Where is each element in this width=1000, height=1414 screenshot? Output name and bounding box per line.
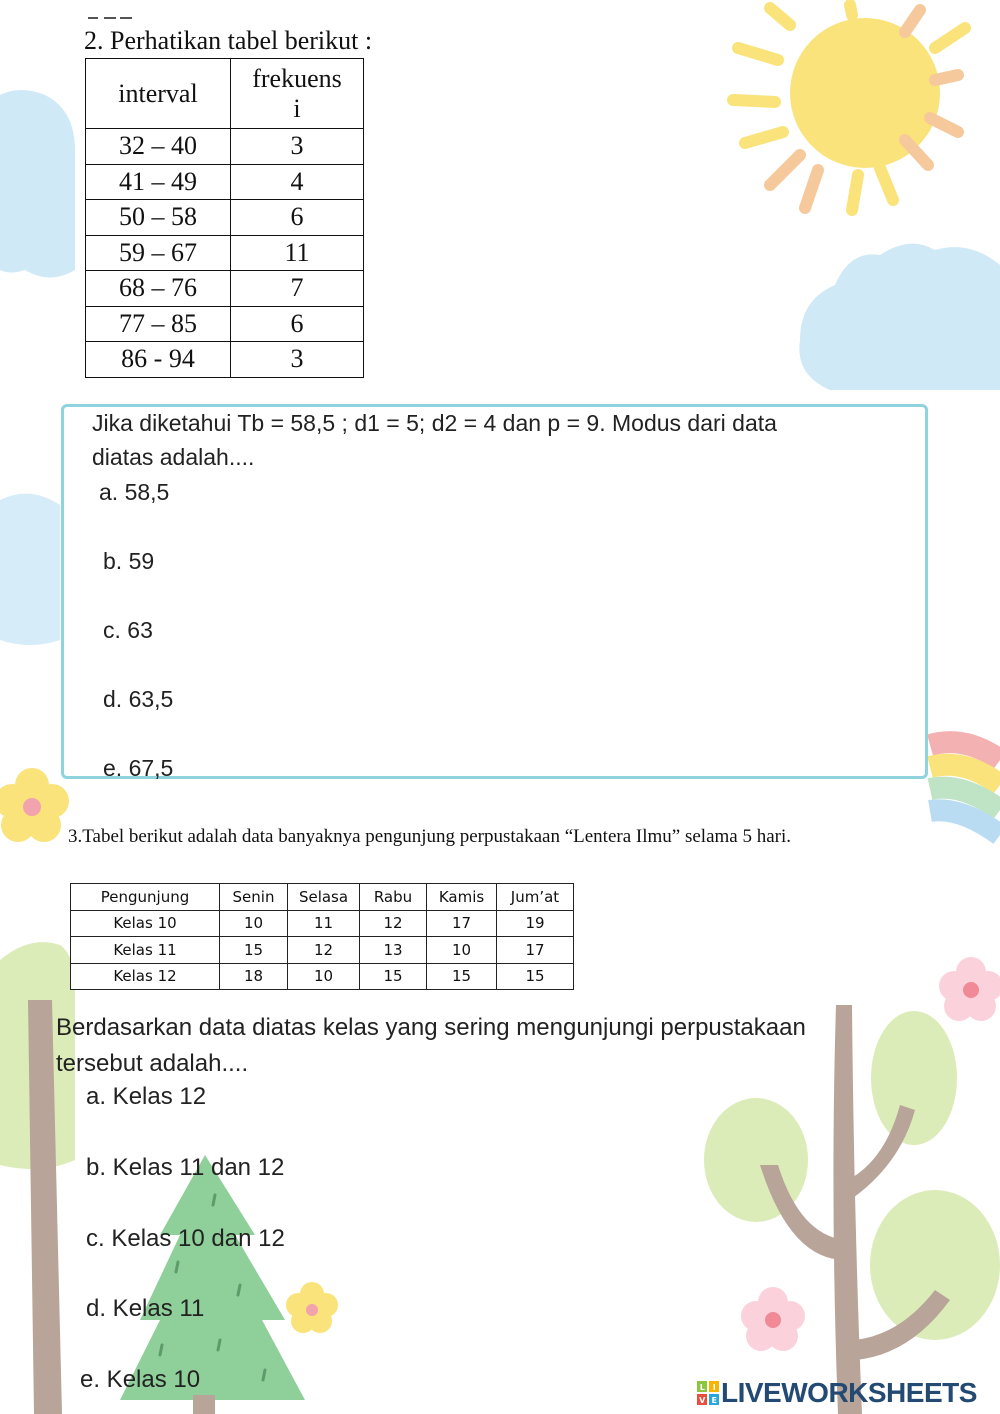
flower-icon — [939, 957, 1000, 1021]
value-cell: 10 — [288, 963, 360, 990]
q2-option-a[interactable]: a. 58,5 — [99, 479, 170, 505]
logo-letter: L — [699, 1383, 705, 1392]
header-selasa: Selasa — [288, 884, 360, 911]
question-2-stem-line1: Jika diketahui Tb = 58,5 ; d1 = 5; d2 = 4 dan p = 9. Modus dari data — [92, 410, 777, 436]
question-3-prompt-line2: tersebut adalah.... — [56, 1050, 249, 1077]
interval-cell: 77 – 85 — [86, 306, 231, 342]
header-frekuensi-line1: frekuens — [252, 63, 342, 93]
value-cell: 13 — [360, 937, 427, 964]
flower-icon — [0, 768, 69, 842]
flower-icon — [286, 1282, 338, 1333]
value-cell: 15 — [497, 963, 574, 990]
q3-option-c[interactable]: c. Kelas 10 dan 12 — [86, 1225, 285, 1252]
liveworksheets-brand[interactable] — [697, 1377, 977, 1409]
value-cell: 12 — [288, 937, 360, 964]
header-rabu: Rabu — [360, 884, 427, 911]
table-row — [86, 129, 364, 165]
class-cell: Kelas 12 — [71, 963, 220, 990]
class-cell: Kelas 11 — [71, 937, 220, 964]
liveworksheets-logo-icon — [697, 1381, 719, 1405]
frequency-cell: 3 — [231, 129, 364, 165]
frequency-cell: 3 — [231, 342, 364, 378]
value-cell: 11 — [288, 910, 360, 937]
frequency-cell: 11 — [231, 235, 364, 271]
frequency-cell: 4 — [231, 164, 364, 200]
cloud-left-top — [0, 90, 75, 278]
logo-letter: V — [699, 1396, 705, 1405]
q2-option-b[interactable]: b. 59 — [103, 548, 155, 574]
table-row — [86, 200, 364, 236]
value-cell: 17 — [427, 910, 497, 937]
header-senin: Senin — [220, 884, 288, 911]
header-kamis: Kamis — [427, 884, 497, 911]
header-frekuensi-line2: i — [293, 93, 301, 123]
frequency-cell: 6 — [231, 306, 364, 342]
logo-letter: I — [712, 1383, 716, 1392]
value-cell: 15 — [220, 937, 288, 964]
header-interval: interval — [86, 59, 231, 129]
value-cell: 10 — [220, 910, 288, 937]
value-cell: 15 — [427, 963, 497, 990]
q2-option-e[interactable]: e. 67,5 — [103, 755, 174, 781]
table-row — [86, 164, 364, 200]
q2-option-c[interactable]: c. 63 — [103, 617, 153, 643]
cloud-right — [799, 244, 1000, 390]
header-frekuensi — [231, 59, 364, 129]
interval-cell: 68 – 76 — [86, 271, 231, 307]
table-row — [71, 963, 574, 990]
q3-option-e[interactable]: e. Kelas 10 — [80, 1366, 201, 1393]
question-3-prompt-line1: Berdasarkan data diatas kelas yang sering mengunjungi perpustakaan — [56, 1014, 806, 1041]
table-row — [71, 910, 574, 937]
frequency-cell: 6 — [231, 200, 364, 236]
header-pengunjung: Pengunjung — [71, 884, 220, 911]
question-2-title: 2. Perhatikan tabel berikut : — [84, 26, 373, 55]
table-row — [86, 235, 364, 271]
q3-option-b[interactable]: b. Kelas 11 dan 12 — [86, 1154, 285, 1181]
q2-option-d[interactable]: d. 63,5 — [103, 686, 174, 712]
question-3-prompt — [56, 1010, 946, 1082]
frequency-table — [85, 58, 364, 378]
sun-icon — [733, 5, 965, 210]
table-row — [86, 271, 364, 307]
interval-cell: 86 - 94 — [86, 342, 231, 378]
cloud-left-mid — [0, 494, 60, 645]
value-cell: 19 — [497, 910, 574, 937]
table-header-row — [71, 884, 574, 911]
brand-name: LIVEWORKSHEETS — [721, 1377, 977, 1408]
value-cell: 18 — [220, 963, 288, 990]
flower-icon — [741, 1287, 805, 1351]
value-cell: 17 — [497, 937, 574, 964]
question-3-stem: 3.Tabel berikut adalah data banyaknya pengunjung perpustakaan “Lentera Ilmu” selama 5 hari. — [68, 826, 792, 847]
value-cell: 12 — [360, 910, 427, 937]
value-cell: 15 — [360, 963, 427, 990]
visitor-table — [70, 883, 574, 990]
question-2-stem — [92, 406, 892, 474]
q3-option-a[interactable]: a. Kelas 12 — [86, 1083, 207, 1110]
interval-cell: 41 – 49 — [86, 164, 231, 200]
table-header-row — [86, 59, 364, 129]
interval-cell: 50 – 58 — [86, 200, 231, 236]
value-cell: 10 — [427, 937, 497, 964]
logo-letter: E — [711, 1396, 717, 1405]
class-cell: Kelas 10 — [71, 910, 220, 937]
frequency-cell: 7 — [231, 271, 364, 307]
question-2-stem-line2: diatas adalah.... — [92, 444, 255, 470]
q3-option-d[interactable]: d. Kelas 11 — [86, 1295, 205, 1322]
interval-cell: 32 – 40 — [86, 129, 231, 165]
table-row — [86, 342, 364, 378]
header-jumat: Jum’at — [497, 884, 574, 911]
interval-cell: 59 – 67 — [86, 235, 231, 271]
rainbow-icon — [930, 742, 1000, 835]
table-row — [86, 306, 364, 342]
table-row — [71, 937, 574, 964]
